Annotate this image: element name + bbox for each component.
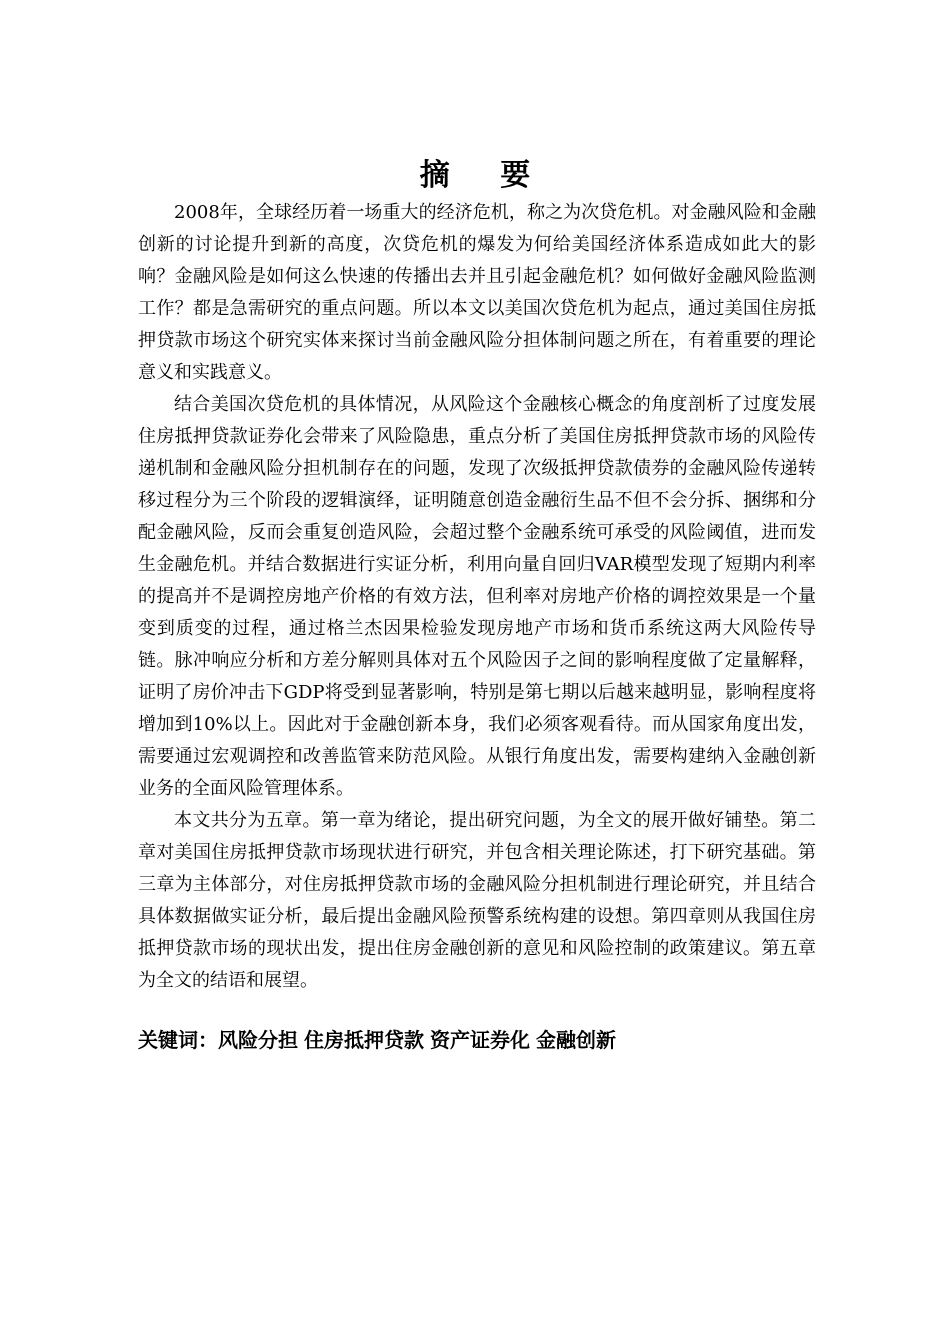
abstract-paragraph-3: 本文共分为五章。第一章为绪论，提出研究问题，为全文的展开做好铺垫。第二章对美国住房抵押贷款市场现状进行研究，并包含相关理论陈述，打下研究基础。第三章为主体部分，对住房抵押贷款市场的金融风险分担机制进行理论研究，并且结合具体数据做实证分析，最后提出金融风险预警系统构建的设想。第四章则从我国住房抵押贷款市场的现状出发，提出住房金融创新的意见和风险控制的政策建议。第五章为全文的结语和展望。: [138, 810, 816, 991]
keyword-term: 风险分担: [218, 1028, 298, 1052]
abstract-title: 摘 要: [419, 158, 551, 193]
keyword-term: 金融创新: [536, 1028, 616, 1052]
abstract-paragraph-2: 结合美国次贷危机的具体情况，从风险这个金融核心概念的角度剖析了过度发展住房抵押贷款证券化会带来了风险隐患，重点分析了美国住房抵押贷款市场的风险传递机制和金融风险分担机制存在的问题，发现了次级抵押贷款债券的金融风险传递转移过程分为三个阶段的逻辑演绎，证明随意创造金融衍生品不但不会分拆、捆绑和分配金融风险，反而会重复创造风险，会超过整个金融系统可承受的风险阈值，进而发生金融危机。并结合数据进行实证分析，利用向量自回归VAR模型发现了短期内利率的提高并不是调控房地产价格的有效方法，但利率对房地产价格的调控效果是一个量变到质变的过程，通过格兰杰因果检验发现房地产市场和货币系统这两大风险传导链。脉冲响应分析和方差分解则具体对五个风险因子之间的影响程度做了定量解释，证明了房价冲击下GDP将受到显著影响，特别是第七期以后越来越明显，影响程度将增加到10%以上。因此对于金融创新本身，我们必须客观看待。而从国家角度出发，需要通过宏观调控和改善监管来防范风险。从银行角度出发，需要构建纳入金融创新业务的全面风险管理体系。: [138, 394, 816, 799]
keywords-line: [138, 1024, 816, 1056]
keyword-term: 住房抵押贷款: [304, 1028, 424, 1052]
keyword-term: 资产证券化: [430, 1028, 530, 1052]
abstract-body: [138, 197, 816, 997]
keywords-label: 关键词：: [138, 1028, 218, 1052]
abstract-paragraph-1: 2008年，全球经历着一场重大的经济危机，称之为次贷危机。对金融风险和金融创新的讨论提升到新的高度，次贷危机的爆发为何给美国经济体系造成如此大的影响？金融风险是如何这么快速的传播出去并且引起金融危机？如何做好金融风险监测工作？都是急需研究的重点问题。所以本文以美国次贷危机为起点，通过美国住房抵押贷款市场这个研究实体来探讨当前金融风险分担体制问题之所在，有着重要的理论意义和实践意义。: [138, 202, 816, 383]
